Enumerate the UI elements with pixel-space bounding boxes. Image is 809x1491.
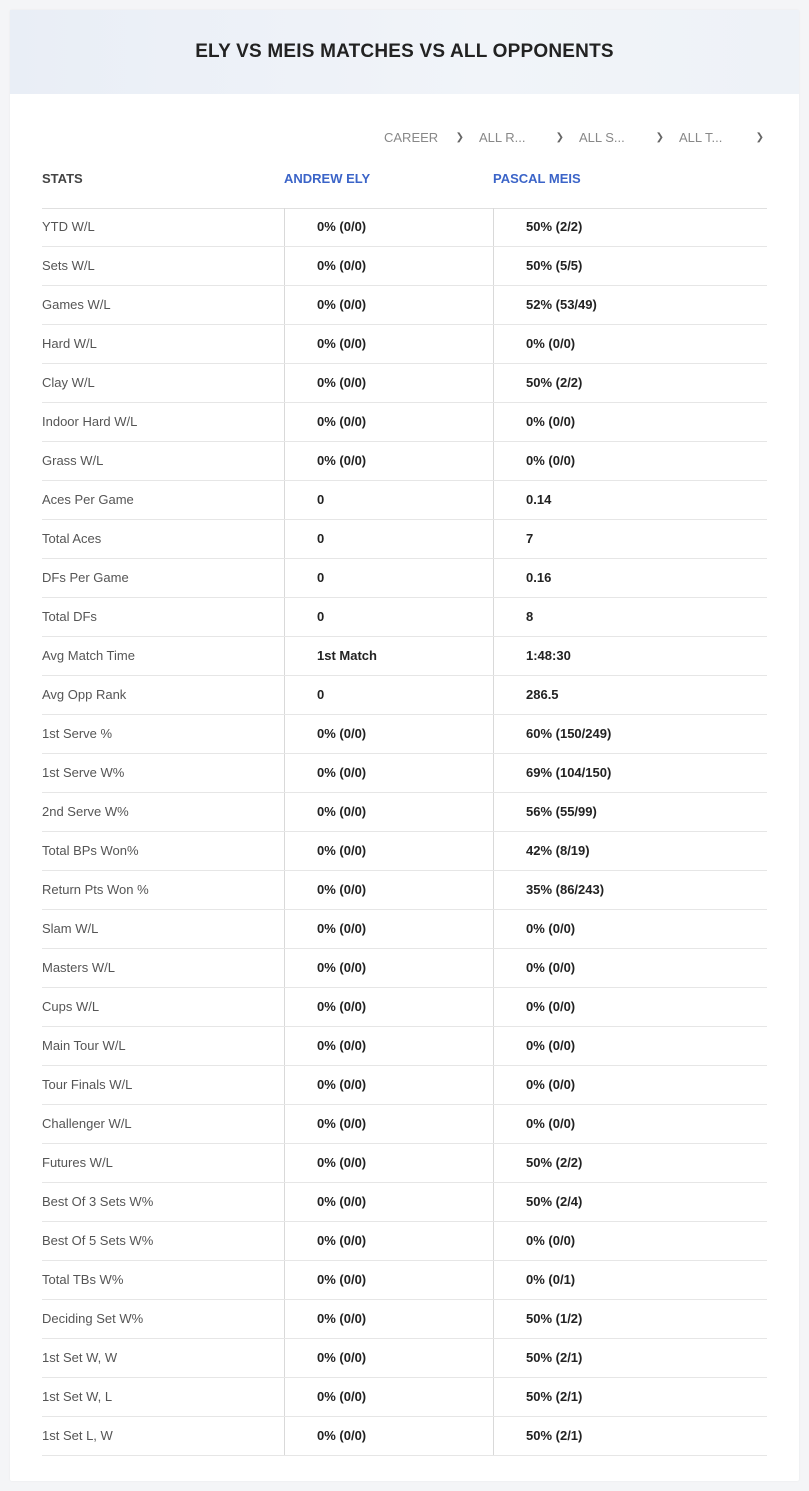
chevron-down-icon: ❯: [555, 131, 564, 143]
player2-value: 50% (2/4): [493, 1183, 767, 1221]
table-row: [42, 1105, 767, 1144]
player1-value: 0% (0/0): [284, 754, 493, 792]
filter-career-select[interactable]: [384, 128, 464, 146]
player1-value: 0% (0/0): [284, 1378, 493, 1416]
player1-value: 0% (0/0): [284, 1027, 493, 1065]
table-row: [42, 1144, 767, 1183]
table-row: [42, 637, 767, 676]
player1-value: 0% (0/0): [284, 1339, 493, 1377]
stat-label: Best Of 5 Sets W%: [42, 1233, 154, 1248]
stat-label: 1st Set L, W: [42, 1428, 113, 1443]
stat-label: Cups W/L: [42, 999, 100, 1014]
player1-value: 0: [284, 520, 493, 558]
table-row: [42, 559, 767, 598]
stat-label: Total BPs Won%: [42, 843, 139, 858]
player2-value: 8: [493, 598, 767, 636]
page-title: ELY VS MEIS MATCHES VS ALL OPPONENTS: [195, 41, 614, 62]
player1-value: 0% (0/0): [284, 1222, 493, 1260]
player2-value: 42% (8/19): [493, 832, 767, 870]
table-row: [42, 1222, 767, 1261]
stat-label: YTD W/L: [42, 219, 95, 234]
player2-value: 50% (2/1): [493, 1339, 767, 1377]
player2-value: 50% (2/1): [493, 1417, 767, 1455]
table-row: [42, 286, 767, 325]
player1-value: 0: [284, 559, 493, 597]
filter-surfaces-select[interactable]: [579, 128, 664, 146]
player2-value: 50% (2/2): [493, 208, 767, 246]
player1-value: 0% (0/0): [284, 1417, 493, 1455]
player2-value: 0% (0/0): [493, 1027, 767, 1065]
stat-label: Best Of 3 Sets W%: [42, 1194, 154, 1209]
stat-label: Return Pts Won %: [42, 882, 149, 897]
stat-label: Main Tour W/L: [42, 1038, 126, 1053]
player1-value: 1st Match: [284, 637, 493, 675]
player2-value: 0% (0/0): [493, 949, 767, 987]
player2-value: 69% (104/150): [493, 754, 767, 792]
filter-label: ALL T...: [679, 129, 723, 145]
stat-label: Avg Opp Rank: [42, 687, 127, 702]
table-row: [42, 949, 767, 988]
chevron-down-icon: ❯: [455, 131, 464, 143]
table-row: [42, 1261, 767, 1300]
table-row: [42, 910, 767, 949]
chevron-down-icon: ❯: [655, 131, 664, 143]
table-row: [42, 598, 767, 637]
player2-value: 0% (0/0): [493, 325, 767, 363]
filter-label: ALL S...: [579, 129, 625, 145]
player2-value: 0% (0/0): [493, 403, 767, 441]
stat-label: DFs Per Game: [42, 570, 129, 585]
table-row: [42, 793, 767, 832]
stat-label: 2nd Serve W%: [42, 804, 129, 819]
player2-value: 50% (1/2): [493, 1300, 767, 1338]
player2-value: 50% (2/2): [493, 364, 767, 402]
table-row: [42, 754, 767, 793]
stat-label: Futures W/L: [42, 1155, 113, 1170]
player1-value: 0% (0/0): [284, 208, 493, 246]
table-row: [42, 871, 767, 910]
column-header-stats: STATS: [42, 171, 83, 186]
table-row: [42, 676, 767, 715]
player1-value: 0: [284, 598, 493, 636]
table-row: [42, 1417, 767, 1456]
player1-value: 0% (0/0): [284, 832, 493, 870]
stat-label: Deciding Set W%: [42, 1311, 144, 1326]
stat-label: 1st Serve W%: [42, 765, 125, 780]
player1-value: 0% (0/0): [284, 403, 493, 441]
stat-label: Grass W/L: [42, 453, 104, 468]
player2-link[interactable]: PASCAL MEIS: [493, 171, 581, 186]
stat-label: Total DFs: [42, 609, 97, 624]
player2-value: 0% (0/0): [493, 1066, 767, 1104]
player1-value: 0% (0/0): [284, 1144, 493, 1182]
table-row: [42, 520, 767, 559]
player1-value: 0% (0/0): [284, 325, 493, 363]
player2-value: 286.5: [493, 676, 767, 714]
stat-label: Hard W/L: [42, 336, 97, 351]
filter-label: ALL R...: [479, 129, 526, 145]
stat-label: Clay W/L: [42, 375, 95, 390]
player1-value: 0% (0/0): [284, 442, 493, 480]
stat-label: Indoor Hard W/L: [42, 414, 138, 429]
stat-label: Games W/L: [42, 297, 111, 312]
stat-label: Aces Per Game: [42, 492, 134, 507]
table-row: [42, 481, 767, 520]
table-row: [42, 1300, 767, 1339]
table-row: [42, 832, 767, 871]
player2-value: 56% (55/99): [493, 793, 767, 831]
player1-value: 0% (0/0): [284, 1261, 493, 1299]
player1-value: 0% (0/0): [284, 910, 493, 948]
table-row: [42, 1339, 767, 1378]
stat-label: Total TBs W%: [42, 1272, 124, 1287]
stat-label: 1st Set W, L: [42, 1389, 113, 1404]
player2-value: 60% (150/249): [493, 715, 767, 753]
player1-value: 0% (0/0): [284, 988, 493, 1026]
chevron-down-icon: ❯: [755, 131, 764, 143]
player1-value: 0: [284, 481, 493, 519]
filter-rounds-select[interactable]: [479, 128, 564, 146]
player2-value: 0.14: [493, 481, 767, 519]
table-row: [42, 208, 767, 247]
player1-value: 0% (0/0): [284, 1105, 493, 1143]
player1-value: 0% (0/0): [284, 715, 493, 753]
table-row: [42, 442, 767, 481]
player2-value: 50% (2/2): [493, 1144, 767, 1182]
stats-card: [10, 10, 799, 1481]
player1-value: 0% (0/0): [284, 364, 493, 402]
table-row: [42, 715, 767, 754]
player1-value: 0% (0/0): [284, 247, 493, 285]
table-row: [42, 1027, 767, 1066]
player2-value: 50% (2/1): [493, 1378, 767, 1416]
filter-tournaments-select[interactable]: [679, 128, 764, 146]
player1-value: 0% (0/0): [284, 871, 493, 909]
player2-value: 1:48:30: [493, 637, 767, 675]
table-row: [42, 403, 767, 442]
stats-table: [42, 208, 767, 1456]
player2-value: 0% (0/0): [493, 442, 767, 480]
table-row: [42, 1066, 767, 1105]
player1-value: 0% (0/0): [284, 1300, 493, 1338]
player2-value: 0% (0/1): [493, 1261, 767, 1299]
player1-value: 0: [284, 676, 493, 714]
player1-value: 0% (0/0): [284, 1183, 493, 1221]
player2-value: 35% (86/243): [493, 871, 767, 909]
player2-value: 7: [493, 520, 767, 558]
stat-label: Tour Finals W/L: [42, 1077, 133, 1092]
stat-label: Sets W/L: [42, 258, 95, 273]
player2-value: 0.16: [493, 559, 767, 597]
stat-label: Challenger W/L: [42, 1116, 132, 1131]
table-row: [42, 988, 767, 1027]
table-row: [42, 325, 767, 364]
filter-bar: [10, 128, 799, 146]
table-row: [42, 1378, 767, 1417]
player2-value: 50% (5/5): [493, 247, 767, 285]
stat-label: 1st Serve %: [42, 726, 113, 741]
stat-label: Avg Match Time: [42, 648, 135, 663]
stat-label: Total Aces: [42, 531, 102, 546]
table-row: [42, 1183, 767, 1222]
player2-value: 0% (0/0): [493, 1105, 767, 1143]
table-row: [42, 364, 767, 403]
player1-value: 0% (0/0): [284, 286, 493, 324]
table-row: [42, 247, 767, 286]
stat-label: 1st Set W, W: [42, 1350, 118, 1365]
card-header: [10, 10, 799, 94]
player2-value: 0% (0/0): [493, 1222, 767, 1260]
stat-label: Masters W/L: [42, 960, 115, 975]
player2-value: 52% (53/49): [493, 286, 767, 324]
player1-link[interactable]: ANDREW ELY: [284, 171, 371, 186]
player1-value: 0% (0/0): [284, 949, 493, 987]
player2-value: 0% (0/0): [493, 910, 767, 948]
player1-value: 0% (0/0): [284, 793, 493, 831]
filter-label: CAREER: [384, 129, 439, 145]
stat-label: Slam W/L: [42, 921, 99, 936]
player1-value: 0% (0/0): [284, 1066, 493, 1104]
player2-value: 0% (0/0): [493, 988, 767, 1026]
